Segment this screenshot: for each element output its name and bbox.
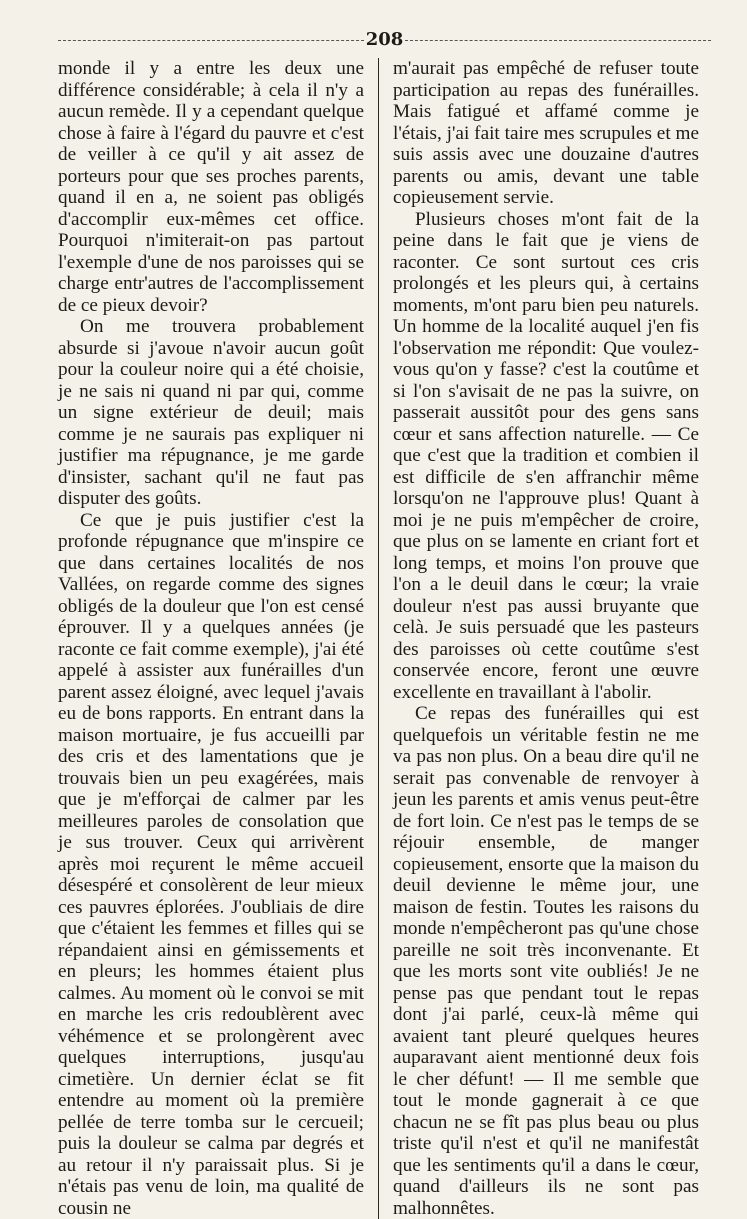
paragraph: Ce que je puis justifier c'est la profonde répugnance que m'inspire ce que dans certaines localités de nos Vallées, on regarde comme des signes obligés de la douleur que l'on est censé éprouver. Il y a quelques années (je raconte ce fait comme exemple), j'ai été appelé à assister aux funérailles d'un parent assez éloigné, avec lequel j'avais eu de bons rapports. En entrant dans la maison mortuaire, je fus accueilli par des cris et des lamentations que je trouvais bien un peu exagérées, mais que je m'efforçai de calmer par les meilleures paroles de consolation que je sus trouver. Ceux qui arrivèrent après moi reçurent le même accueil désespéré et consolèrent de leur mieux ces pauvres éplorées. J'oubliais de dire que c'étaient les femmes et filles qui se répandaient ainsi en gémissements et en pleurs; les hommes étaient plus calmes. Au moment où le convoi se mit en marche les cris redoublèrent avec véhémence et se prolongèrent avec quelques interruptions, jusqu'au cimetière. Un dernier éclat se fit entendre au moment où la première pellée de terre tomba sur le cercueil; puis la douleur se calma par degrés et au retour il n'y paraissait plus. Si je n'étais pas venu de loin, ma qualité de cousin ne — [58, 510, 364, 1219]
paragraph: m'aurait pas empêché de refuser toute participation au repas des funérailles. Mais fatigué et affamé comme je l'étais, j'ai fait taire mes scrupules et me suis assis avec une douzaine d'autres parents ou amis, devant une table copieusement servie. — [393, 58, 699, 209]
header-rule-right — [405, 40, 711, 41]
paragraph: Plusieurs choses m'ont fait de la peine dans le fait que je viens de raconter. Ce sont surtout ces cris prolongés et les pleurs qui, à certains moments, m'ont paru bien peu naturels. Un homme de la localité auquel j'en fis l'observation me répondit: Que voulez-vous qu'on y fasse? c'est la coutûme et si l'on s'avisait de ne pas la suivre, on passerait aussitôt pour des gens sans cœur et sans affection naturelle. — Ce que c'est que la tradition et combien il est difficile de s'en affranchir même lorsqu'on ne l'approuve plus! Quant à moi je ne puis m'empêcher de croire, que plus on se lamente en criant fort et long temps, et moins l'on prouve que l'on a le deuil dans le cœur; la vraie douleur n'est pas aussi bruyante que celà. Je suis persuadé que les pasteurs des paroisses où cette coutûme s'est conservée encore, feront une œuvre excellente en travaillant à l'abolir. — [393, 209, 699, 704]
paragraph: monde il y a entre les deux une différence considérable; à cela il n'y a aucun remède. Il y a cependant quelque chose à faire à l'égard du pauvre et c'est de veiller à ce qu'il y ait assez de porteurs pour que ses proches parents, quand il en a, ne soient pas obligés d'accomplir eux-mêmes cet office. Pourquoi n'imiterait-on pas partout l'exemple d'une de nos paroisses qui se charge entr'autres de l'accomplissement de ce pieux devoir? — [58, 58, 364, 316]
right-column — [379, 58, 699, 1219]
left-column — [58, 58, 378, 1219]
page-number: 208 — [58, 28, 711, 52]
text-columns — [58, 58, 711, 1219]
paragraph: On me trouvera probablement absurde si j'avoue n'avoir aucun goût pour la couleur noire qui a été choisie, je ne sais ni quand ni par qui, comme un signe extérieur de deuil; mais comme je ne saurais pas expliquer ni justifier ma répugnance, je me garde d'insister, sachant qu'il ne faut pas disputer des goûts. — [58, 316, 364, 510]
paragraph: Ce repas des funérailles qui est quelquefois un véritable festin ne me va pas non plus. On a beau dire qu'il ne serait pas convenable de renvoyer à jeun les parents et amis venus peut-être de fort loin. Ce n'est pas le temps de se réjouir ensemble, de manger copieusement, ensorte que la maison du deuil devienne le même jour, une maison de festin. Toutes les raisons du monde n'empêcheront pas qu'une chose pareille ne soit très inconvenante. Et que les morts sont vite oubliés! Je ne pense pas que pendant tout le repas dont j'ai parlé, ceux-là même qui avaient tant pleuré quelques heures auparavant aient mentionné deux fois le cher défunt! — Il me semble que tout le monde gagnerait à ce que chacun ne se fît pas plus beau ou plus triste qu'il n'est et qu'il ne manifestât que les sentiments qu'il a dans le cœur, quand d'ailleurs ils ne sont pas malhonnêtes. — [393, 703, 699, 1219]
page-header — [58, 28, 711, 54]
